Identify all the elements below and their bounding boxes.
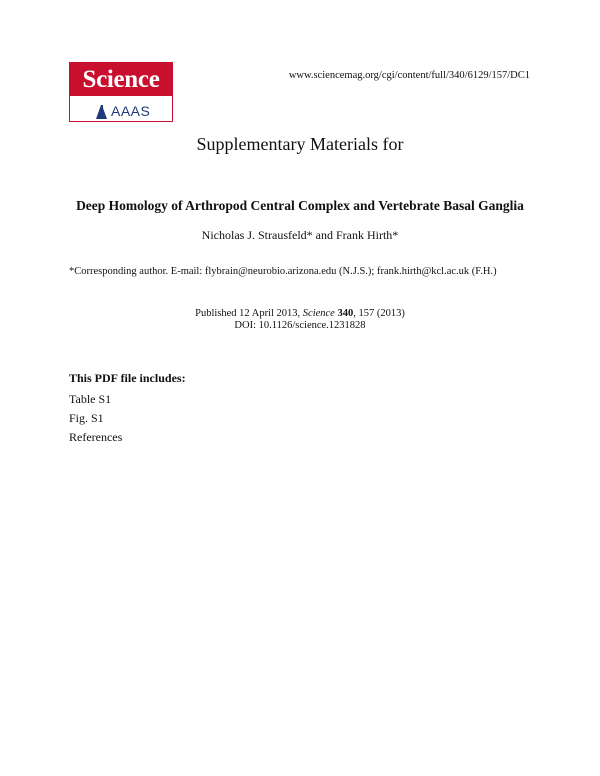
publication-suffix: , 157 (2013) [353,308,405,319]
supplementary-heading: Supplementary Materials for [196,134,404,154]
aaas-mark-icon [96,105,110,119]
publication-info [0,308,600,319]
corresponding-author: *Corresponding author. E-mail: flybrain@neurobio.arizona.edu (N.J.S.); frank.hirth@kcl.ac.uk (F.H.) [69,266,497,277]
logo-publisher-text: AAAS [111,103,151,119]
logo-publisher [96,99,150,119]
includes-item-figure: Fig. S1 [69,411,104,425]
publication-prefix: Published 12 April 2013, [195,308,303,319]
includes-item-table: Table S1 [69,392,112,406]
includes-list [69,390,122,447]
article-url: www.sciencemag.org/cgi/content/full/340/6129/157/DC1 [288,70,530,81]
journal-name: Science [302,308,335,319]
logo-brand: Science [70,63,172,96]
author-list: Nicholas J. Strausfeld* and Frank Hirth* [201,228,399,242]
science-aaas-logo [69,62,173,122]
includes-heading: This PDF file includes: [69,371,186,385]
article-title: Deep Homology of Arthropod Central Complex and Vertebrate Basal Ganglia [76,198,524,213]
journal-volume: 340 [337,308,354,319]
includes-item-references: References [69,430,123,444]
doi: DOI: 10.1126/science.1231828 [234,320,366,331]
